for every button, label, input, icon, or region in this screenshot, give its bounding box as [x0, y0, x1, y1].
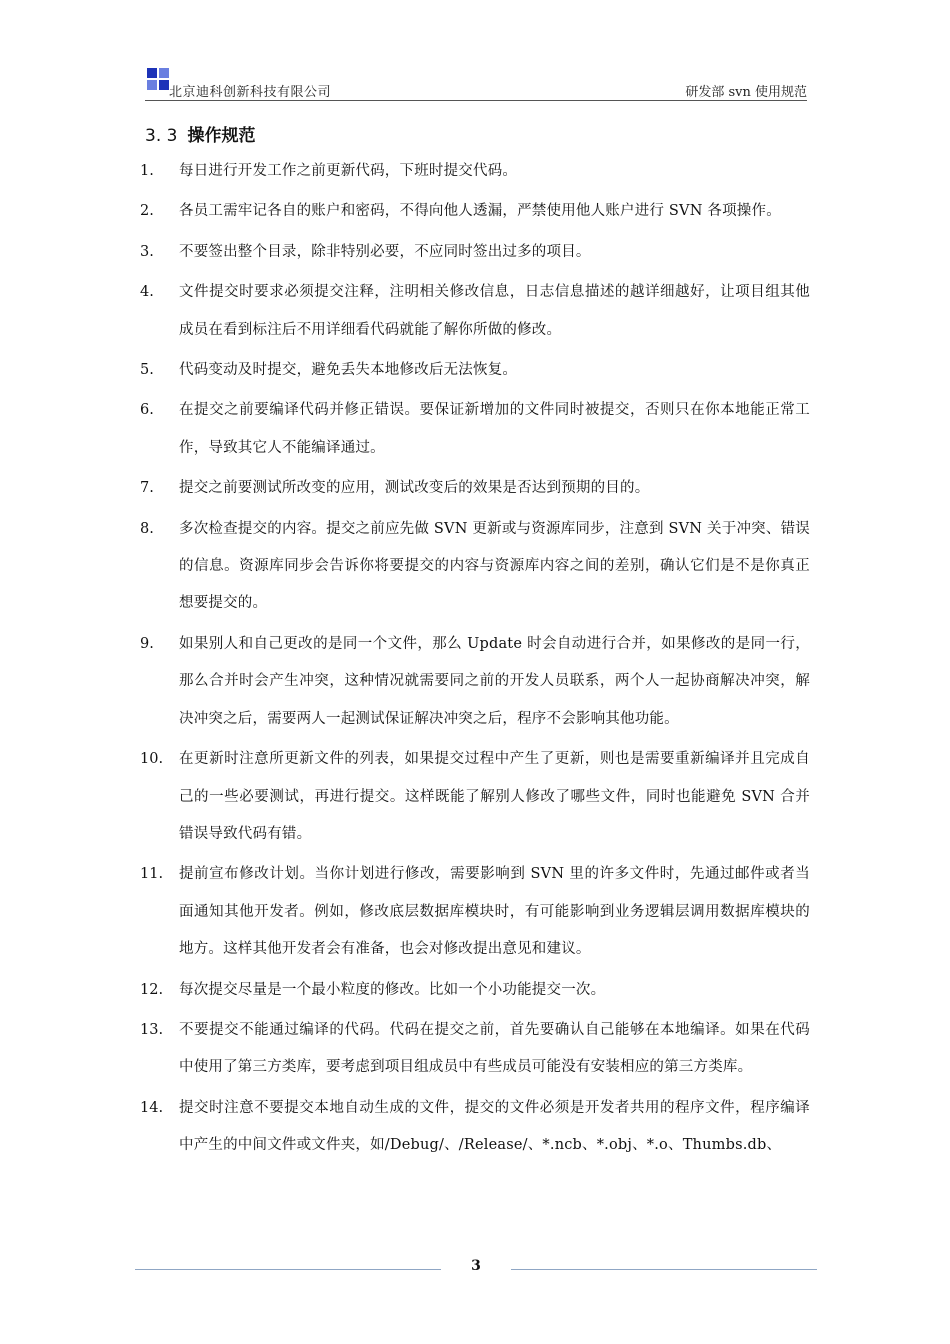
item-number: 10. — [140, 751, 164, 768]
list-item — [140, 193, 810, 230]
item-text: 代码变动及时提交，避免丢失本地修改后无法恢复。 — [179, 362, 518, 379]
list-item — [140, 470, 810, 507]
list-item — [140, 972, 810, 1009]
list-item — [140, 511, 810, 623]
item-text: 每日进行开发工作之前更新代码，下班时提交代码。 — [179, 163, 518, 179]
list-item — [140, 741, 810, 853]
document-title: 研发部 svn 使用规范 — [685, 85, 807, 100]
list-item — [140, 153, 810, 190]
item-number: 9. — [140, 635, 154, 652]
item-number: 3. — [140, 243, 154, 260]
page-number: 3 — [471, 1258, 481, 1274]
list-item — [140, 274, 810, 349]
item-number: 11. — [140, 866, 164, 883]
list-item — [140, 234, 810, 271]
item-text: 多次检查提交的内容。提交之前应先做 SVN 更新或与资源库同步，注意到 SVN 关于冲突、错误的信息。资源库同步会告诉你将要提交的内容与资源库内容之间的差别，确认它们是不是你真正想要提交的。 — [179, 520, 810, 612]
company-name: 北京迪科创新科技有限公司 — [169, 85, 332, 100]
item-text: 提交之前要测试所改变的应用，测试改变后的效果是否达到预期的目的。 — [179, 480, 650, 497]
item-number: 13. — [140, 1021, 164, 1038]
item-number: 8. — [140, 520, 154, 537]
company-logo-icon — [147, 68, 169, 90]
footer-rule-right — [511, 1269, 817, 1270]
item-number: 5. — [140, 362, 154, 379]
item-text: 如果别人和自己更改的是同一个文件，那么 Update 时会自动进行合并，如果修改的是同一行，那么合并时会产生冲突，这种情况就需要同之前的开发人员联系，两个人一起协商解决冲突，解决冲突之后，需要两人一起测试保证解决冲突之后，程序不会影响其他功能。 — [179, 635, 810, 727]
item-text: 每次提交尽量是一个最小粒度的修改。比如一个小功能提交一次。 — [179, 981, 606, 998]
list-item — [140, 626, 810, 738]
list-item — [140, 1090, 810, 1165]
item-number: 12. — [140, 981, 164, 998]
item-number: 1. — [140, 163, 154, 179]
item-text: 在提交之前要编译代码并修正错误。要保证新增加的文件同时被提交，否则只在你本地能正常工作，导致其它人不能编译通过。 — [179, 402, 810, 456]
list-item — [140, 392, 810, 467]
item-text: 文件提交时要求必须提交注释，注明相关修改信息，日志信息描述的越详细越好，让项目组其他成员在看到标注后不用详细看代码就能了解你所做的修改。 — [179, 284, 810, 338]
item-number: 2. — [140, 203, 154, 220]
section-number: 3. 3 — [145, 126, 178, 146]
rules-list — [140, 153, 810, 1168]
item-text: 不要提交不能通过编译的代码。代码在提交之前，首先要确认自己能够在本地编译。如果在代码中使用了第三方类库，要考虑到项目组成员中有些成员可能没有安装相应的第三方类库。 — [179, 1021, 810, 1076]
item-text: 在更新时注意所更新文件的列表，如果提交过程中产生了更新，则也是需要重新编译并且完成自己的一些必要测试，再进行提交。这样既能了解别人修改了哪些文件，同时也能避免 SVN 合并错误导致代码有错。 — [179, 751, 810, 842]
item-text: 各员工需牢记各自的账户和密码，不得向他人透漏，严禁使用他人账户进行 SVN 各项操作。 — [179, 203, 781, 220]
item-text: 提前宣布修改计划。当你计划进行修改，需要影响到 SVN 里的许多文件时，先通过邮件或者当面通知其他开发者。例如，修改底层数据库模块时，有可能影响到业务逻辑层调用数据库模块的地方。这样其他开发者会有准备，也会对修改提出意见和建议。 — [179, 866, 810, 958]
section-title: 操作规范 — [187, 126, 256, 146]
page-header — [145, 66, 807, 101]
item-text: 不要签出整个目录，除非特别必要，不应同时签出过多的项目。 — [179, 243, 591, 260]
item-number: 7. — [140, 480, 154, 497]
page-footer — [135, 1258, 817, 1282]
item-number: 4. — [140, 284, 154, 301]
section-heading — [145, 121, 255, 146]
list-item — [140, 1012, 810, 1087]
list-item — [140, 856, 810, 968]
item-text: 提交时注意不要提交本地自动生成的文件，提交的文件必须是开发者共用的程序文件，程序编译中产生的中间文件或文件夹，如/Debug/、/Release/、*.ncb、*.obj、*.o、Thumbs.db、 — [179, 1099, 810, 1154]
list-item — [140, 352, 810, 389]
item-number: 6. — [140, 402, 154, 419]
item-number: 14. — [140, 1099, 164, 1116]
